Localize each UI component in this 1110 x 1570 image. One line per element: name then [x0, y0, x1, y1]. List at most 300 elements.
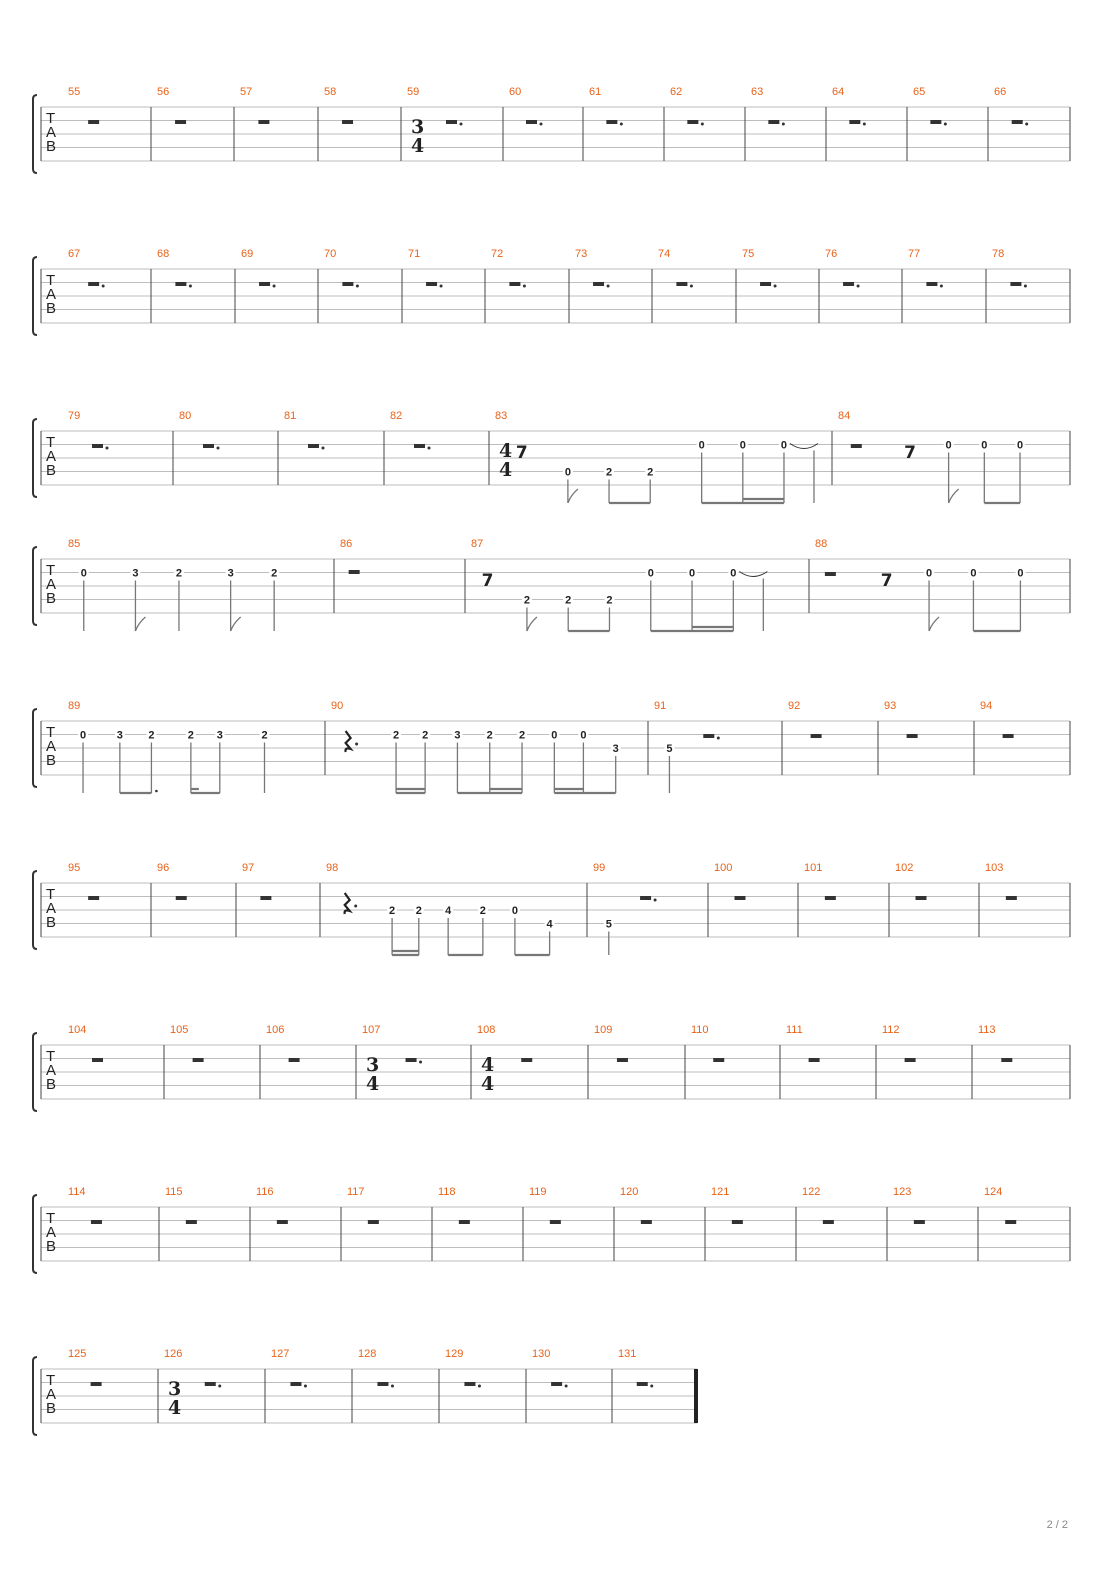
measure-number: 91 [654, 700, 667, 712]
measure [992, 248, 1027, 288]
measure [179, 410, 220, 450]
half-rest [342, 120, 353, 124]
measure-number: 58 [324, 86, 337, 98]
measure-number: 74 [658, 248, 671, 260]
measure [994, 86, 1028, 126]
rest-dot [354, 905, 357, 908]
measure-number: 95 [68, 862, 81, 874]
tab-clef-letter: B [46, 138, 57, 155]
fret-number: 0 [739, 439, 746, 452]
fret-number: 3 [612, 743, 619, 755]
system-bracket [33, 709, 37, 787]
measure-number: 77 [908, 248, 921, 260]
measure [711, 1186, 743, 1224]
measure [884, 700, 918, 738]
tab-clef-letter: B [46, 1400, 57, 1417]
measure [575, 248, 610, 288]
rest-dot [782, 123, 785, 126]
rest-dot [304, 1385, 307, 1388]
half-rest [446, 120, 457, 124]
measure-number: 104 [68, 1024, 87, 1036]
measure [68, 1186, 102, 1224]
measure-number: 82 [390, 410, 403, 422]
rest-dot [1024, 285, 1027, 288]
measure-number: 56 [157, 86, 170, 98]
rest-dot [940, 285, 943, 288]
rest-dot [102, 285, 105, 288]
fret-number: 0 [698, 439, 705, 452]
measure-number: 108 [477, 1024, 496, 1036]
fret-number: 0 [945, 439, 952, 452]
tab-clef-letter: A [46, 124, 57, 141]
tab-clef-letter: A [46, 286, 57, 303]
system-bracket [33, 95, 37, 173]
tab-clef-letter: T [46, 272, 56, 289]
measure-number: 64 [832, 86, 845, 98]
fret-number: 2 [175, 567, 183, 580]
fret-number: 2 [187, 729, 194, 742]
rest-dot [478, 1385, 481, 1388]
measure [68, 1024, 103, 1062]
half-rest [342, 282, 353, 286]
measure [838, 410, 1025, 503]
half-rest [713, 1058, 724, 1062]
measure [670, 86, 704, 126]
tab-system [33, 248, 1070, 335]
tab-clef-letter: T [46, 1210, 56, 1227]
fret-number: 2 [523, 594, 530, 607]
eighth-rest: 7 [515, 443, 528, 463]
measure [331, 700, 621, 793]
measure [242, 862, 271, 900]
half-rest [916, 896, 927, 900]
time-signature-numerator: 4 [499, 440, 513, 462]
rest-dot [391, 1385, 394, 1388]
measure [654, 700, 720, 793]
eighth-rest: 7 [880, 571, 893, 591]
measure-number: 102 [895, 862, 914, 874]
measure [532, 1348, 568, 1388]
fret-number: 2 [605, 466, 613, 479]
half-rest [92, 1058, 103, 1062]
rest-dot [857, 285, 860, 288]
measure-number: 86 [340, 538, 353, 550]
half-rest [926, 282, 937, 286]
measure-number: 98 [326, 862, 339, 874]
measure [714, 862, 746, 900]
rest-dot [654, 899, 657, 902]
half-rest [377, 1382, 388, 1386]
half-rest [203, 444, 214, 448]
measure-number: 100 [714, 862, 733, 874]
measure [284, 410, 325, 450]
half-rest [843, 282, 854, 286]
measure-number: 85 [68, 538, 81, 550]
measure-number: 125 [68, 1348, 87, 1360]
measure [691, 1024, 724, 1062]
half-rest [809, 1058, 820, 1062]
tab-system [33, 86, 1070, 173]
tab-clef-letter: B [46, 462, 57, 479]
half-rest [550, 1220, 561, 1224]
tab-clef-letter: B [46, 300, 57, 317]
measure [509, 86, 543, 126]
measure [751, 86, 785, 126]
half-rest [521, 1058, 532, 1062]
measure [882, 1024, 916, 1062]
system-bracket [33, 1357, 37, 1435]
fret-number: 0 [511, 905, 518, 917]
half-rest [88, 120, 99, 124]
rest-dot [540, 123, 543, 126]
rest-dot [189, 285, 192, 288]
measure-number: 68 [157, 248, 170, 260]
tab-clef-letter: T [46, 1372, 56, 1389]
tab-clef-letter: B [46, 752, 57, 769]
measure-number: 60 [509, 86, 522, 98]
fret-number: 0 [564, 466, 571, 479]
measure [68, 700, 270, 793]
measure [157, 248, 192, 288]
half-rest [823, 1220, 834, 1224]
measure [589, 86, 623, 126]
measure [786, 1024, 820, 1062]
whole-rest [349, 570, 360, 574]
measure [266, 1024, 300, 1062]
fret-number: 3 [116, 729, 123, 742]
fret-number: 2 [415, 905, 422, 917]
half-rest [260, 896, 271, 900]
measure-number: 126 [164, 1348, 183, 1360]
half-rest [258, 120, 269, 124]
half-rest [464, 1382, 475, 1386]
tab-clef-letter: B [46, 914, 57, 931]
measure-number: 121 [711, 1186, 730, 1198]
tab-clef-letter: B [46, 1076, 57, 1093]
measure [618, 1348, 696, 1423]
half-rest [176, 896, 187, 900]
measure-number: 84 [838, 410, 851, 422]
half-rest [703, 734, 714, 738]
measure-number: 59 [407, 86, 420, 98]
measure-number: 81 [284, 410, 297, 422]
measure [256, 1186, 288, 1224]
measure-number: 109 [594, 1024, 613, 1036]
measure-number: 122 [802, 1186, 821, 1198]
measure-number: 119 [529, 1186, 547, 1198]
half-rest [606, 120, 617, 124]
half-rest [368, 1220, 379, 1224]
rest-dot [106, 447, 109, 450]
fret-number: 0 [688, 567, 696, 580]
half-rest [760, 282, 771, 286]
tab-clef-letter: T [46, 1048, 56, 1065]
tab-clef-letter: T [46, 886, 56, 903]
measure-number: 123 [893, 1186, 912, 1198]
half-rest [825, 572, 836, 576]
measure [408, 248, 443, 288]
measure [788, 700, 822, 738]
system-bracket [33, 871, 37, 949]
half-rest [687, 120, 698, 124]
eighth-rest: 7 [904, 443, 917, 463]
measure [832, 86, 866, 126]
half-rest [825, 896, 836, 900]
half-rest [551, 1382, 562, 1386]
measure [913, 86, 947, 126]
fret-number: 0 [780, 439, 788, 452]
time-signature-denominator: 4 [499, 459, 513, 481]
measure-number: 79 [68, 410, 81, 422]
measure-number: 105 [170, 1024, 189, 1036]
rest-dot [565, 1385, 568, 1388]
half-rest [849, 120, 860, 124]
measure [271, 1348, 307, 1388]
measure-number: 90 [331, 700, 344, 712]
half-rest [426, 282, 437, 286]
measure [170, 1024, 204, 1062]
half-rest [509, 282, 520, 286]
measure-number: 92 [788, 700, 801, 712]
measure [241, 248, 276, 288]
half-rest [526, 120, 537, 124]
measure-number: 97 [242, 862, 255, 874]
note-flag [135, 617, 145, 631]
fret-number: 2 [389, 905, 396, 917]
fret-number: 5 [605, 918, 612, 931]
half-rest [732, 1220, 743, 1224]
tab-system [33, 1186, 1070, 1273]
rest-dot [356, 285, 359, 288]
rest-dot [774, 285, 777, 288]
tab-clef-letter: A [46, 1062, 57, 1079]
system-bracket [33, 547, 37, 625]
half-rest [1001, 1058, 1012, 1062]
half-rest [308, 444, 319, 448]
fret-number: 2 [261, 729, 268, 742]
measure [658, 248, 693, 288]
fret-number: 5 [666, 743, 673, 755]
time-signature-denominator: 4 [366, 1073, 380, 1095]
measure [980, 700, 1014, 738]
measure [240, 86, 269, 124]
note-dot [155, 790, 158, 793]
rest-dot [355, 743, 358, 746]
measure-number: 57 [240, 86, 253, 98]
measure-number: 69 [241, 248, 254, 260]
system-bracket [33, 419, 37, 497]
tab-clef-letter: T [46, 562, 56, 579]
half-rest [735, 896, 746, 900]
half-rest [88, 896, 99, 900]
measure [438, 1186, 470, 1224]
measure-number: 124 [984, 1186, 1003, 1198]
fret-number: 2 [148, 729, 155, 742]
fret-number: 0 [551, 729, 558, 742]
rest-dot [620, 123, 623, 126]
fret-number: 3 [216, 729, 223, 742]
measure [347, 1186, 379, 1224]
rest-dot [650, 1385, 653, 1388]
half-rest [617, 1058, 628, 1062]
rest-dot [944, 123, 947, 126]
measure-number: 80 [179, 410, 192, 422]
measure-number: 83 [495, 410, 508, 422]
fret-number: 3 [454, 729, 461, 742]
rest-dot [460, 123, 463, 126]
measure-number: 99 [593, 862, 606, 874]
measure [68, 538, 279, 631]
measure [491, 248, 526, 288]
measure [165, 1186, 197, 1224]
rest-dot [419, 1061, 422, 1064]
measure-number: 72 [491, 248, 504, 260]
fret-number: 0 [981, 439, 988, 452]
fret-number: 0 [730, 567, 737, 580]
half-rest [91, 1220, 102, 1224]
fret-number: 2 [565, 594, 572, 607]
measure-number: 70 [324, 248, 337, 260]
tab-system [33, 538, 1070, 631]
measure [815, 538, 1025, 631]
measure-number: 112 [882, 1024, 900, 1036]
measure-number: 71 [408, 248, 421, 260]
half-rest [406, 1058, 417, 1062]
measure-number: 103 [985, 862, 1004, 874]
half-rest [593, 282, 604, 286]
fret-number: 2 [392, 729, 400, 742]
measure [445, 1348, 481, 1388]
tab-clef-letter: A [46, 900, 57, 917]
half-rest [290, 1382, 301, 1386]
half-rest [768, 120, 779, 124]
measure [362, 1024, 422, 1095]
measure [802, 1186, 834, 1224]
measure-number: 75 [742, 248, 755, 260]
fret-number: 0 [925, 567, 933, 580]
half-rest [414, 444, 425, 448]
rest-dot [607, 285, 610, 288]
measure-number: 130 [532, 1348, 551, 1360]
half-rest [640, 896, 651, 900]
fret-number: 0 [647, 567, 654, 580]
fret-number: 2 [422, 729, 429, 742]
measure [742, 248, 777, 288]
time-signature-denominator: 4 [168, 1397, 182, 1419]
page-number: 2 / 2 [1046, 1519, 1068, 1531]
rest-dot [523, 285, 526, 288]
note-flag [568, 489, 578, 503]
rest-dot [428, 447, 431, 450]
measure-number: 127 [271, 1348, 290, 1360]
measure-number: 66 [994, 86, 1007, 98]
fret-number: 2 [479, 905, 486, 917]
fret-number: 2 [518, 729, 526, 742]
measure-number: 107 [362, 1024, 381, 1036]
measure [324, 86, 353, 124]
rest-dot [701, 123, 704, 126]
fret-number: 0 [580, 729, 587, 742]
half-rest [175, 120, 186, 124]
fret-number: 2 [647, 466, 654, 479]
measure-number: 120 [620, 1186, 639, 1198]
rest-dot [218, 1385, 221, 1388]
tab-system [33, 410, 1070, 503]
tab-clef-letter: A [46, 1386, 57, 1403]
measure-number: 128 [358, 1348, 377, 1360]
time-signature-denominator: 4 [481, 1073, 495, 1095]
fret-number: 0 [79, 729, 87, 742]
measure-number: 116 [256, 1186, 274, 1198]
fret-number: 0 [80, 567, 87, 580]
rest-dot [440, 285, 443, 288]
half-rest [641, 1220, 652, 1224]
half-rest [1010, 282, 1021, 286]
measure [164, 1348, 221, 1419]
rest-dot [717, 737, 720, 740]
half-rest [851, 444, 862, 448]
measure [893, 1186, 925, 1224]
half-rest [259, 282, 270, 286]
half-rest [175, 282, 186, 286]
half-rest [905, 1058, 916, 1062]
measure-number: 114 [68, 1186, 86, 1198]
half-rest [289, 1058, 300, 1062]
measure [978, 1024, 1012, 1062]
half-rest [907, 734, 918, 738]
measure [985, 862, 1017, 900]
fret-number: 0 [970, 567, 977, 580]
measure [895, 862, 927, 900]
measure-number: 87 [471, 538, 484, 550]
measure-number: 89 [68, 700, 81, 712]
measure-number: 73 [575, 248, 588, 260]
system-bracket [33, 1033, 37, 1111]
measure-number: 88 [815, 538, 828, 550]
rest-dot [690, 285, 693, 288]
measure-number: 111 [786, 1024, 803, 1036]
measure-number: 93 [884, 700, 897, 712]
measure [593, 862, 657, 955]
measure [157, 86, 186, 124]
half-rest [930, 120, 941, 124]
measure-number: 61 [589, 86, 602, 98]
measure-number: 94 [980, 700, 993, 712]
tab-clef-letter: A [46, 738, 57, 755]
time-signature-numerator: 3 [366, 1054, 380, 1076]
measure [68, 248, 105, 288]
note-flag [231, 617, 241, 631]
half-rest [1003, 734, 1014, 738]
measure-number: 106 [266, 1024, 285, 1036]
measure-number: 96 [157, 862, 170, 874]
note-flag [527, 617, 537, 631]
measure-number: 129 [445, 1348, 464, 1360]
measure-number: 131 [618, 1348, 637, 1360]
time-signature-denominator: 4 [411, 135, 425, 157]
half-rest [914, 1220, 925, 1224]
measure [495, 410, 818, 503]
time-signature-numerator: 3 [411, 116, 425, 138]
measure-number: 118 [438, 1186, 456, 1198]
tab-clef-letter: T [46, 434, 56, 451]
tab-clef-letter: T [46, 110, 56, 127]
measure-number: 78 [992, 248, 1005, 260]
time-signature-numerator: 3 [168, 1378, 182, 1400]
measure-number: 117 [347, 1186, 365, 1198]
measure [477, 1024, 532, 1095]
measure [407, 86, 463, 157]
